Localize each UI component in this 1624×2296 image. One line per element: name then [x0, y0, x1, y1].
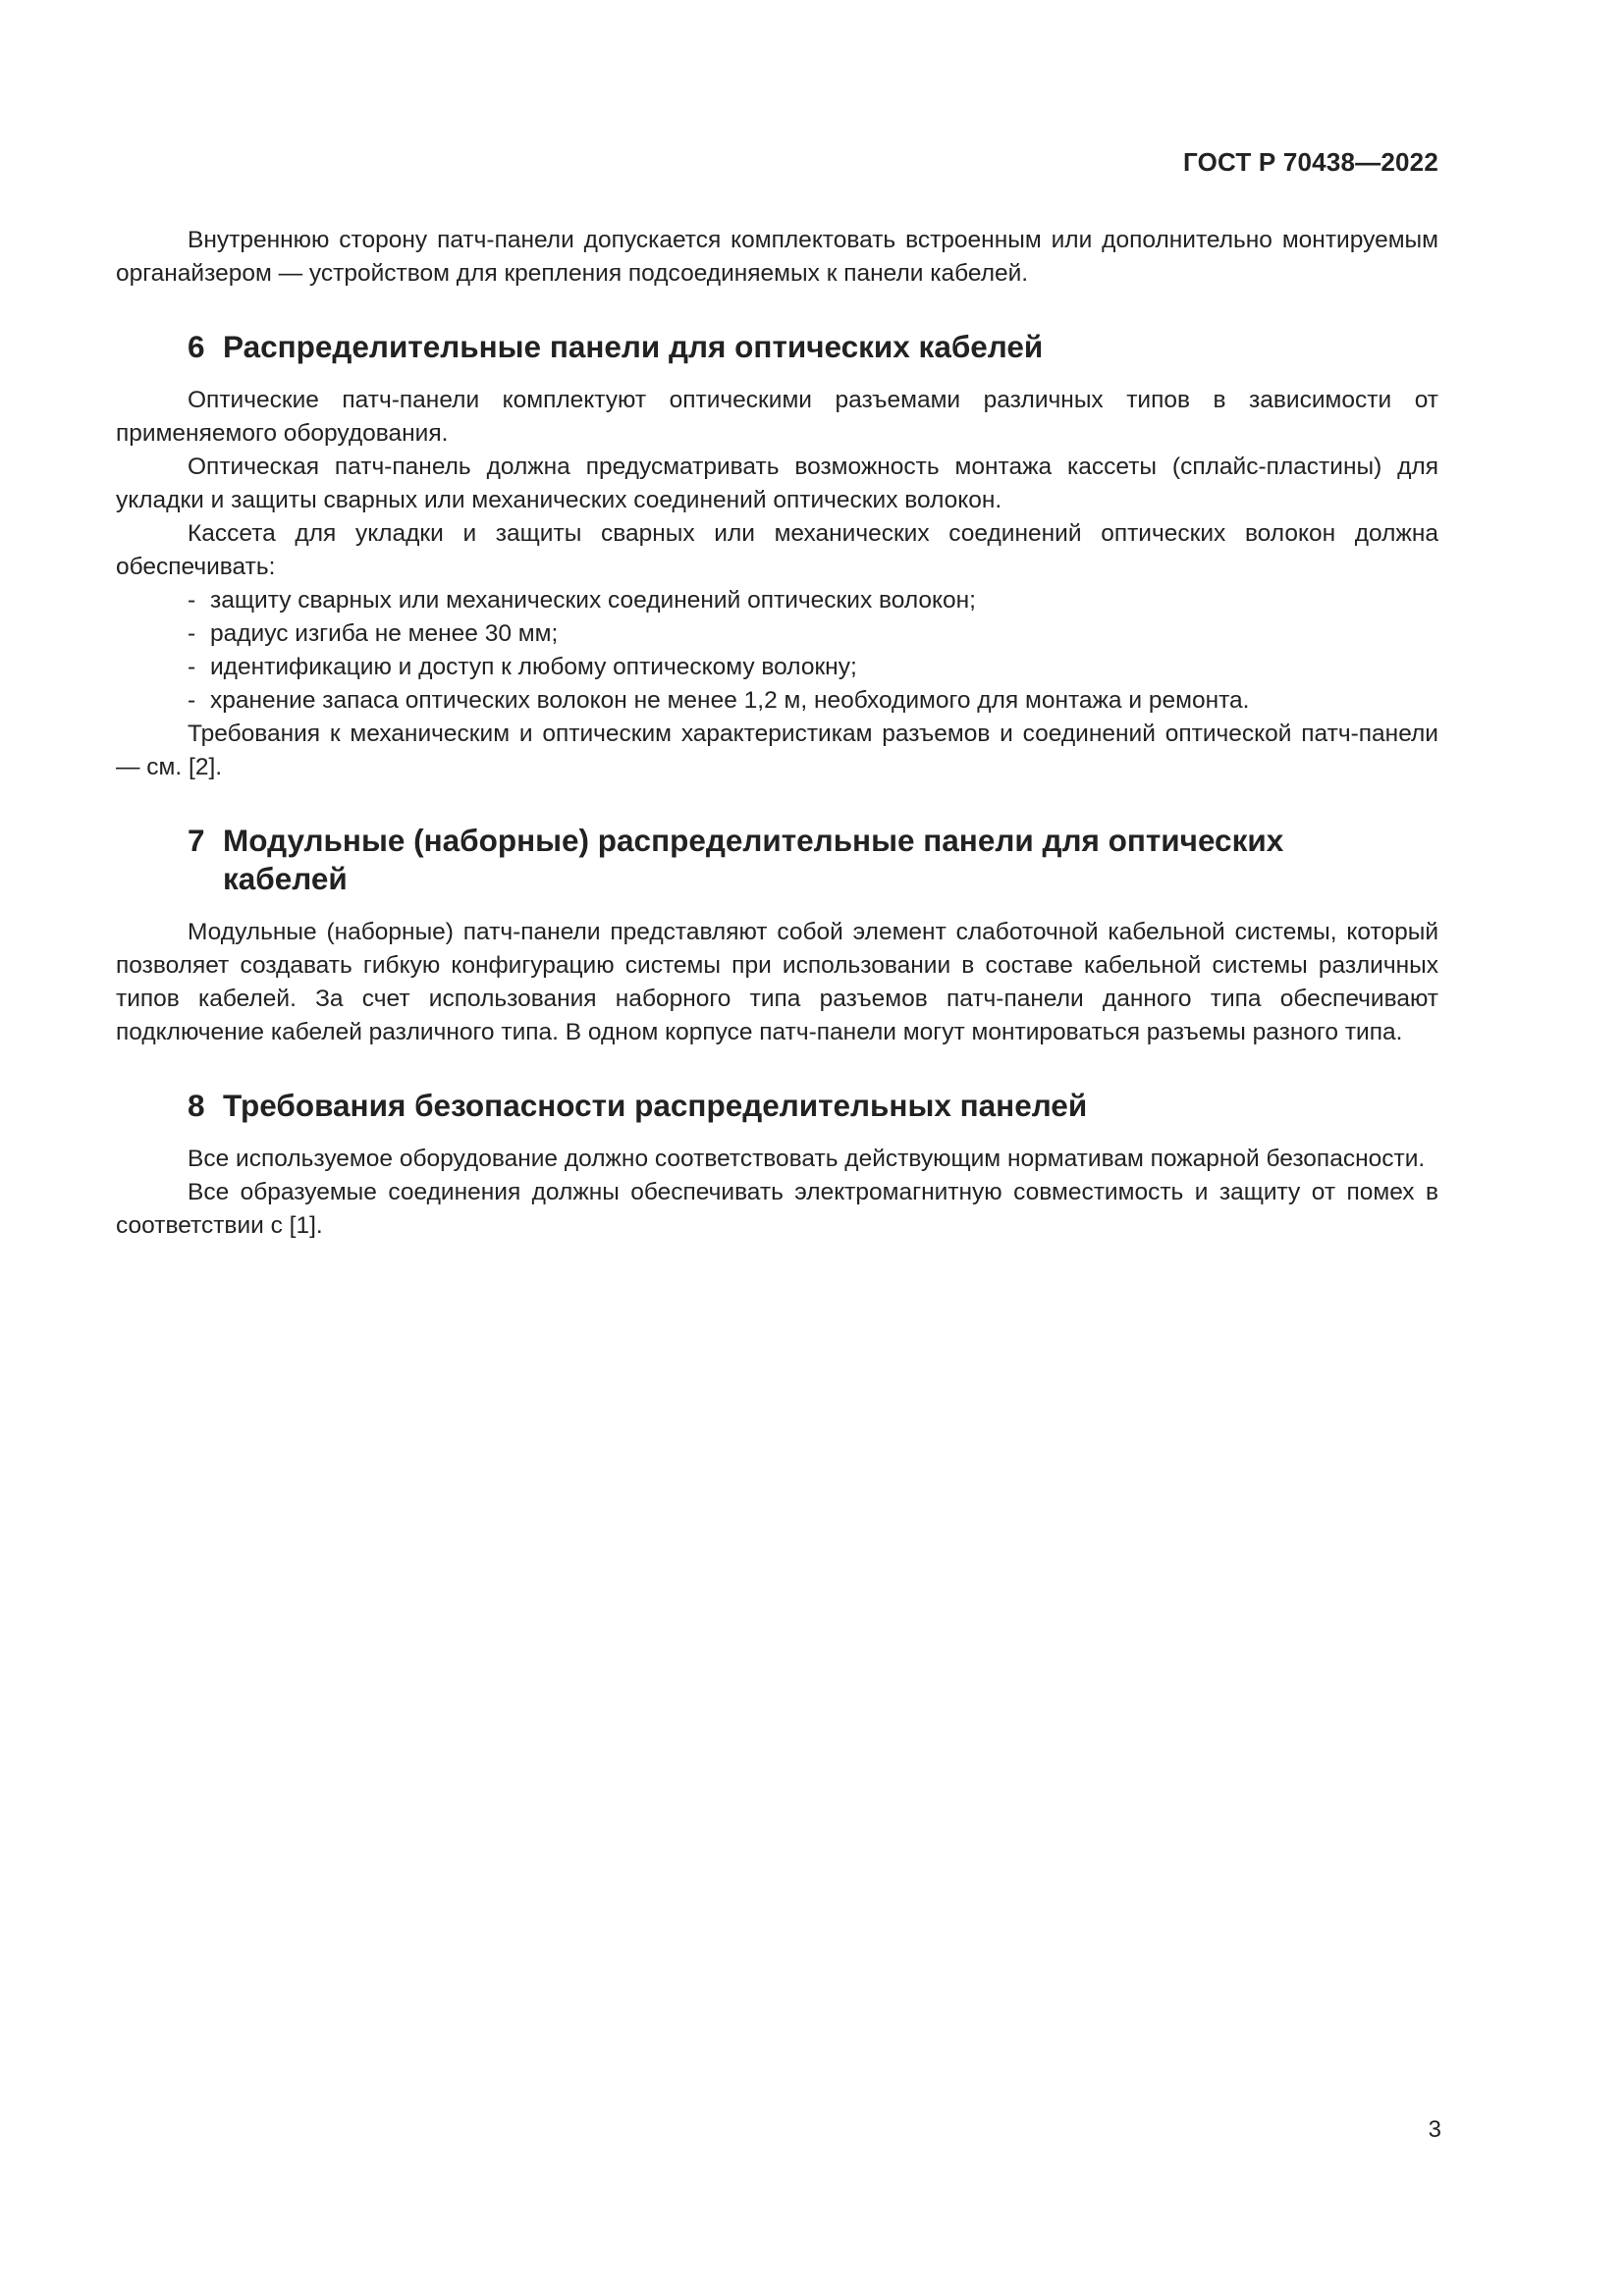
document-code: ГОСТ Р 70438—2022 [1183, 147, 1438, 177]
section-8-heading [116, 1087, 1438, 1125]
page-content [116, 224, 1438, 1243]
section-8-title: Требования безопасности распределительных панелей [223, 1088, 1088, 1123]
section-6-requirements-list [116, 584, 1438, 718]
section-8-paragraph-1: Все используемое оборудование должно соответствовать действующим нормативам пожарной безопасности. [188, 1146, 1426, 1172]
section-6-paragraph-3: Кассета для укладки и защиты сварных или механических соединений оптических волокон должна обеспечивать: [116, 520, 1438, 580]
section-7-number: 7 [188, 823, 205, 858]
section-8-number: 8 [188, 1088, 205, 1123]
section-6-heading [116, 328, 1438, 366]
list-item: - идентификацию и доступ к любому оптическому волокну; [188, 654, 857, 680]
section-7-title-line-2: кабелей [223, 861, 348, 896]
section-6-number: 6 [188, 329, 205, 364]
intro-paragraph: Внутреннюю сторону патч-панели допускается комплектовать встроенным или дополнительно монтируемым органайзером — устройством для крепления подсоединяемых к панели кабелей. [116, 227, 1438, 287]
section-7-title-line-1: Модульные (наборные) распределительные панели для оптических [223, 823, 1284, 858]
section-7-paragraph-1: Модульные (наборные) патч-панели представляют собой элемент слаботочной кабельной системы, который позволяет создавать гибкую конфигурацию системы при использовании в составе кабельной системы различных типов кабелей. За счет использования наборного типа разъемов патч-панели данного типа обеспечивают подключение кабелей различного типа. В одном корпусе патч-панели могут монтироваться разъемы разного типа. [116, 919, 1438, 1045]
section-6-paragraph-2: Оптическая патч-панель должна предусматривать возможность монтажа кассеты (сплайс-пластины) для укладки и защиты сварных или механических соединений оптических волокон. [116, 454, 1438, 513]
section-6-paragraph-4: Требования к механическим и оптическим характеристикам разъемов и соединений оптической патч-панели — см. [2]. [116, 721, 1438, 780]
section-6-paragraph-1: Оптические патч-панели комплектуют оптическими разъемами различных типов в зависимости от применяемого оборудования. [116, 387, 1438, 447]
section-7-heading [116, 822, 1438, 898]
page-number: 3 [1428, 2116, 1441, 2143]
section-8-paragraph-2: Все образуемые соединения должны обеспечивать электромагнитную совместимость и защиту от помех в соответствии с [1]. [116, 1179, 1438, 1239]
list-item: - хранение запаса оптических волокон не менее 1,2 м, необходимого для монтажа и ремонта. [188, 687, 1250, 714]
section-6-title: Распределительные панели для оптических кабелей [223, 329, 1044, 364]
list-item: - защиту сварных или механических соединений оптических волокон; [188, 587, 976, 614]
list-item: - радиус изгиба не менее 30 мм; [188, 620, 559, 647]
